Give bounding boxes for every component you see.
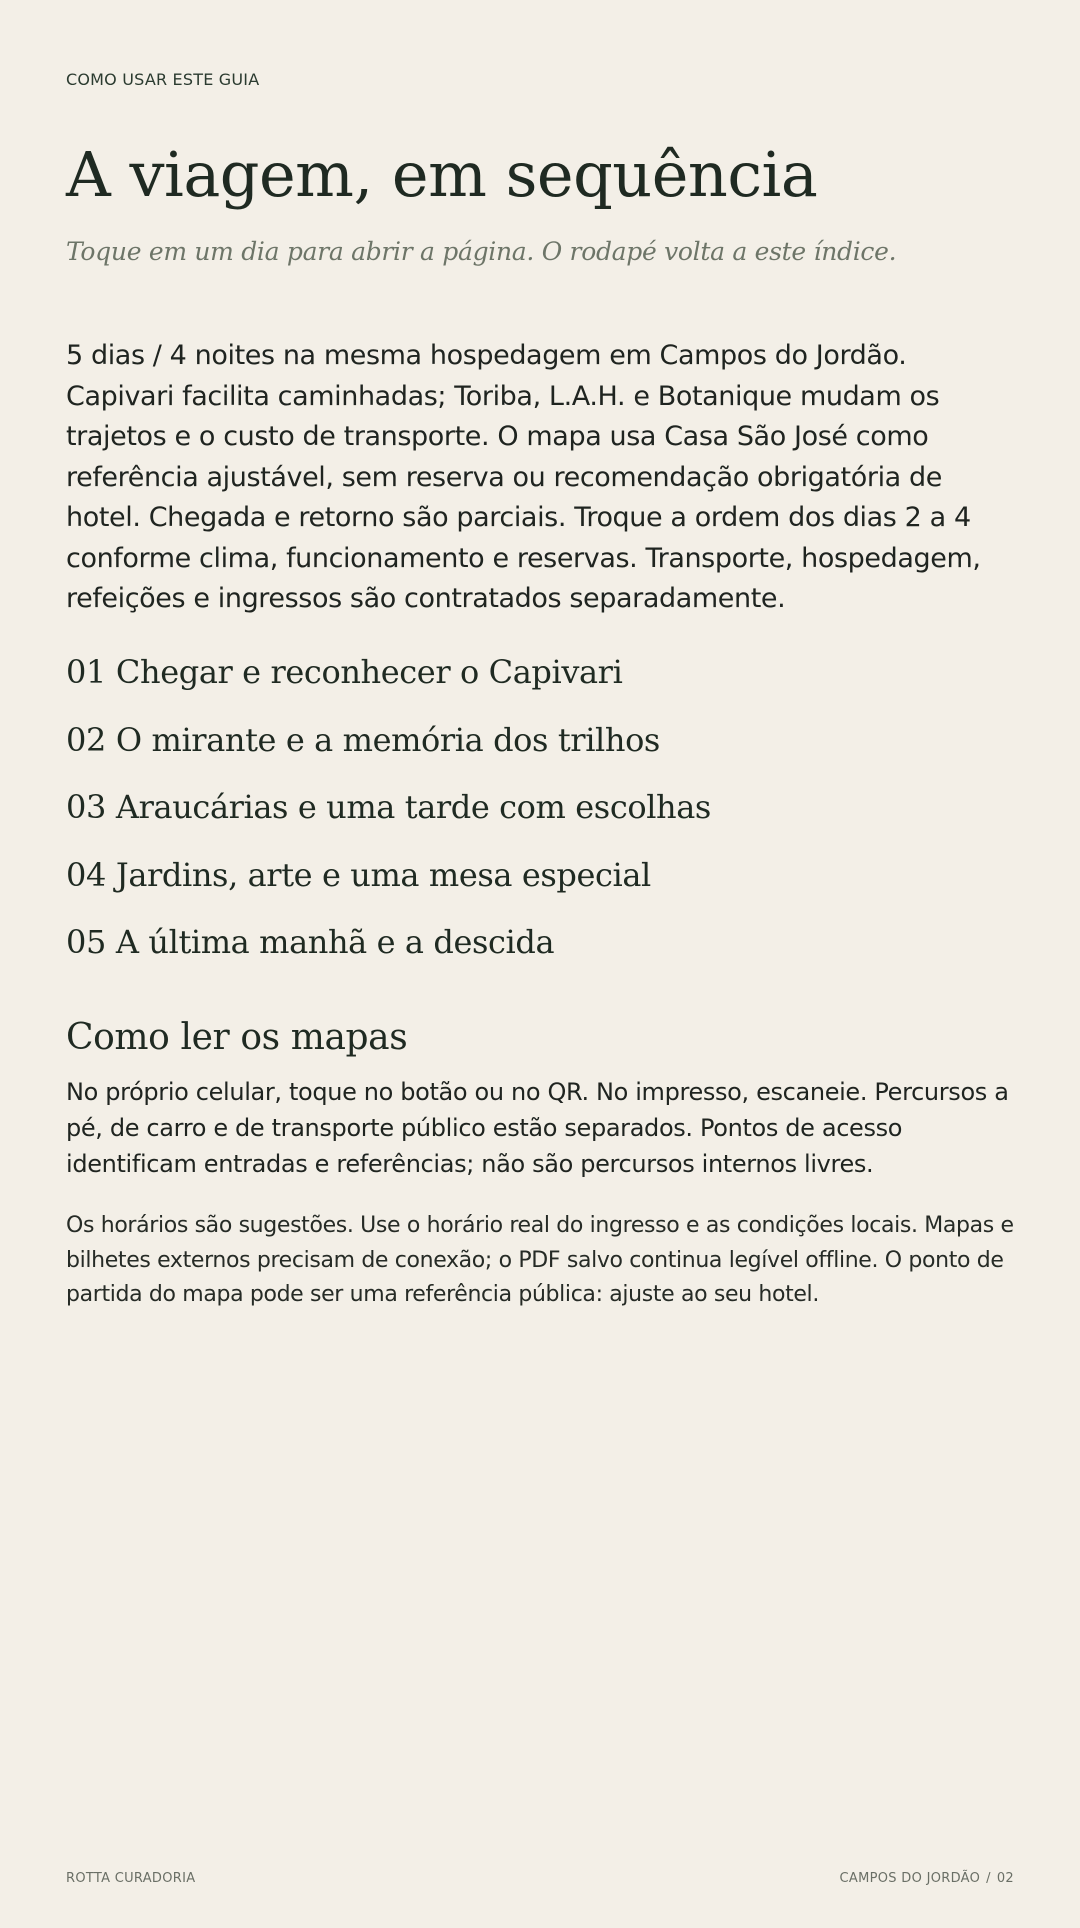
page-title: A viagem, em sequência <box>66 138 818 211</box>
day-link-05[interactable] <box>66 922 711 990</box>
day-number: 02 <box>66 720 106 759</box>
footer-brand: ROTTA CURADORIA <box>66 1871 196 1886</box>
maps-paragraph-2: Os horários são sugestões. Use o horário real do ingresso e as condições locais. Mapas e bilhetes externos precisam de conexão; o PDF salvo continua legível offline. O ponto de partida do mapa pode ser uma referência pública: ajuste ao seu hotel. <box>66 1213 1014 1307</box>
page-subtitle: Toque em um dia para abrir a página. O rodapé volta a este índice. <box>66 237 897 266</box>
intro-paragraph: 5 dias / 4 noites na mesma hospedagem em Campos do Jordão. Capivari facilita caminhadas; Toriba, L.A.H. e Botanique mudam os trajetos e o custo de transporte. O mapa usa Casa São José como referência ajustável, sem reserva ou recomendação obrigatória de hotel. Chegada e retorno são parciais. Troque a ordem dos dias 2 a 4 conforme clima, funcionamento e reservas. Transporte, hospedagem, refeições e ingressos são contratados separadamente. <box>66 340 981 614</box>
day-number: 04 <box>66 855 106 894</box>
day-number: 01 <box>66 653 106 691</box>
footer-separator: / <box>986 1871 991 1886</box>
footer-page-number: 02 <box>996 1871 1014 1886</box>
day-number: 05 <box>66 923 106 961</box>
day-number: 03 <box>66 788 106 826</box>
day-label: Araucárias e uma tarde com escolhas <box>115 788 711 826</box>
day-link-04[interactable] <box>66 855 711 923</box>
day-label: A última manhã e a descida <box>115 923 555 961</box>
day-label: Jardins, arte e uma mesa especial <box>115 855 651 894</box>
day-link-02[interactable] <box>66 720 711 788</box>
day-link-03[interactable] <box>66 787 711 855</box>
guide-page <box>66 0 1014 1928</box>
footer-place: CAMPOS DO JORDÃO <box>839 1871 981 1886</box>
day-label: Chegar e reconhecer o Capivari <box>115 653 623 691</box>
day-link-01[interactable] <box>66 652 711 720</box>
section-kicker: COMO USAR ESTE GUIA <box>66 70 260 89</box>
maps-paragraph-1: No próprio celular, toque no botão ou no QR. No impresso, escaneie. Percursos a pé, de carro e de transporte público estão separados. Pontos de acesso identificam entradas e referências; não são percursos internos livres. <box>66 1078 1009 1178</box>
maps-section-title: Como ler os mapas <box>66 1017 408 1058</box>
footer-index-link[interactable] <box>840 1871 1014 1886</box>
day-label: O mirante e a memória dos trilhos <box>115 720 660 759</box>
day-index-list <box>66 652 711 990</box>
